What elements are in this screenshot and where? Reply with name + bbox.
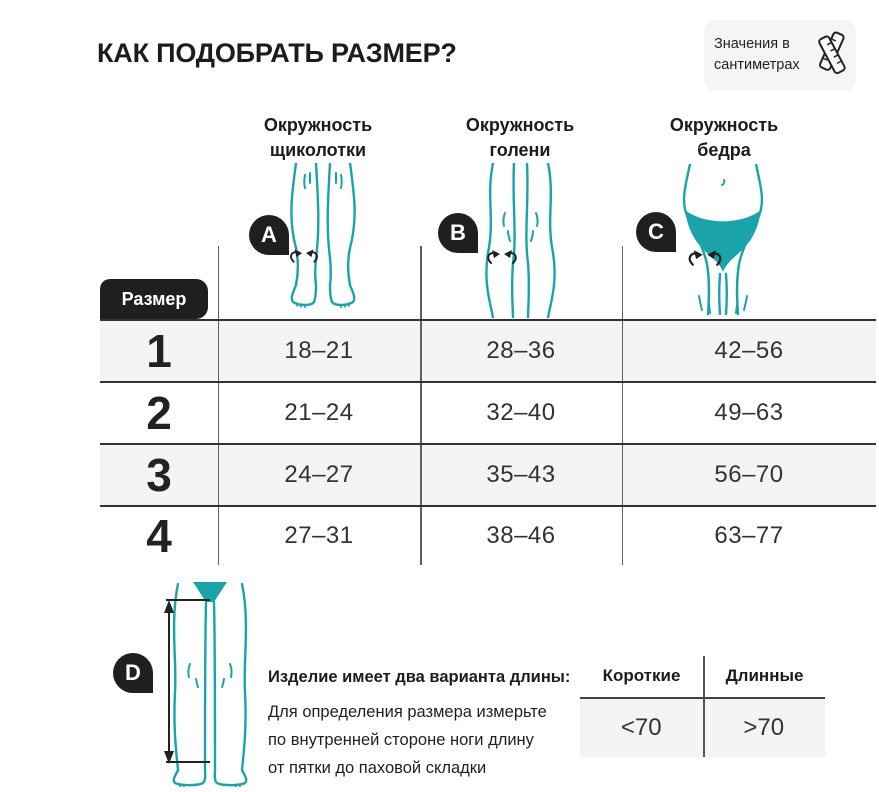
table-horizontal-line [100, 319, 876, 321]
table-row [100, 383, 876, 443]
table-row [100, 445, 876, 505]
size-cell: 1 [146, 325, 172, 377]
length-table-header-short: Короткие [602, 666, 681, 685]
badge-b [438, 213, 478, 253]
hip-range-cell: 63–77 [714, 522, 784, 549]
column-header-calf: Окружность голени [465, 115, 575, 160]
badge-c [636, 212, 676, 252]
calf-range-cell: 32–40 [486, 399, 556, 426]
hip-range-cell: 49–63 [714, 399, 784, 426]
calf-range-cell: 28–36 [486, 337, 556, 364]
table-horizontal-line [100, 505, 876, 507]
table-vertical-divider [622, 246, 624, 565]
description-line: Для определения размера измерьте [268, 703, 547, 721]
description-line: по внутренней стороне ноги длину [268, 731, 534, 749]
short-length-value: <70 [620, 714, 662, 741]
table-vertical-divider [218, 246, 220, 565]
hip-range-cell: 42–56 [714, 337, 784, 364]
ankle-range-cell: 21–24 [284, 399, 354, 426]
description-line: от пятки до паховой складки [268, 759, 487, 777]
size-header-badge: Размер [100, 279, 208, 319]
badge-b-letter: B [450, 220, 466, 245]
measuring-tape-icon [812, 30, 850, 81]
calf-range-cell: 35–43 [486, 461, 556, 488]
table-row [100, 321, 876, 381]
long-length-value: >70 [743, 714, 785, 741]
calf-range-cell: 38–46 [486, 522, 556, 549]
size-cell: 2 [146, 387, 172, 439]
circumference-arrow-icon [483, 248, 521, 271]
units-badge [704, 20, 856, 90]
table-vertical-divider [420, 246, 422, 565]
table-horizontal-line [100, 381, 876, 383]
circumference-arrow-icon [682, 248, 728, 273]
ankle-range-cell: 24–27 [284, 461, 354, 488]
hip-range-cell: 56–70 [714, 461, 784, 488]
units-badge-label: Значения в сантиметрах [714, 36, 800, 73]
badge-d-letter: D [125, 660, 141, 685]
circumference-arrow-icon [287, 247, 321, 270]
length-measure-description [268, 698, 547, 782]
column-header-ankle: Окружность щиколотки [263, 115, 373, 160]
ankles-illustration [283, 163, 363, 313]
size-cell: 4 [146, 510, 172, 562]
ankle-range-cell: 27–31 [284, 522, 354, 549]
badge-c-letter: C [648, 219, 664, 244]
table-row [100, 507, 876, 565]
size-cell: 3 [146, 449, 172, 501]
length-table-header-long: Длинные [725, 666, 804, 685]
badge-a [249, 215, 289, 255]
length-variants-heading: Изделие имеет два варианта длины: [268, 668, 571, 686]
length-measure-arrow [158, 594, 214, 775]
column-header-hip: Окружность бедра [669, 115, 779, 160]
length-table-vertical-divider [703, 656, 705, 757]
calves-illustration [478, 163, 563, 323]
page-title: КАК ПОДОБРАТЬ РАЗМЕР? [97, 38, 457, 68]
badge-d [113, 653, 153, 693]
badge-a-letter: A [261, 222, 277, 247]
ankle-range-cell: 18–21 [284, 337, 354, 364]
table-horizontal-line [100, 443, 876, 445]
hips-illustration [668, 164, 778, 321]
